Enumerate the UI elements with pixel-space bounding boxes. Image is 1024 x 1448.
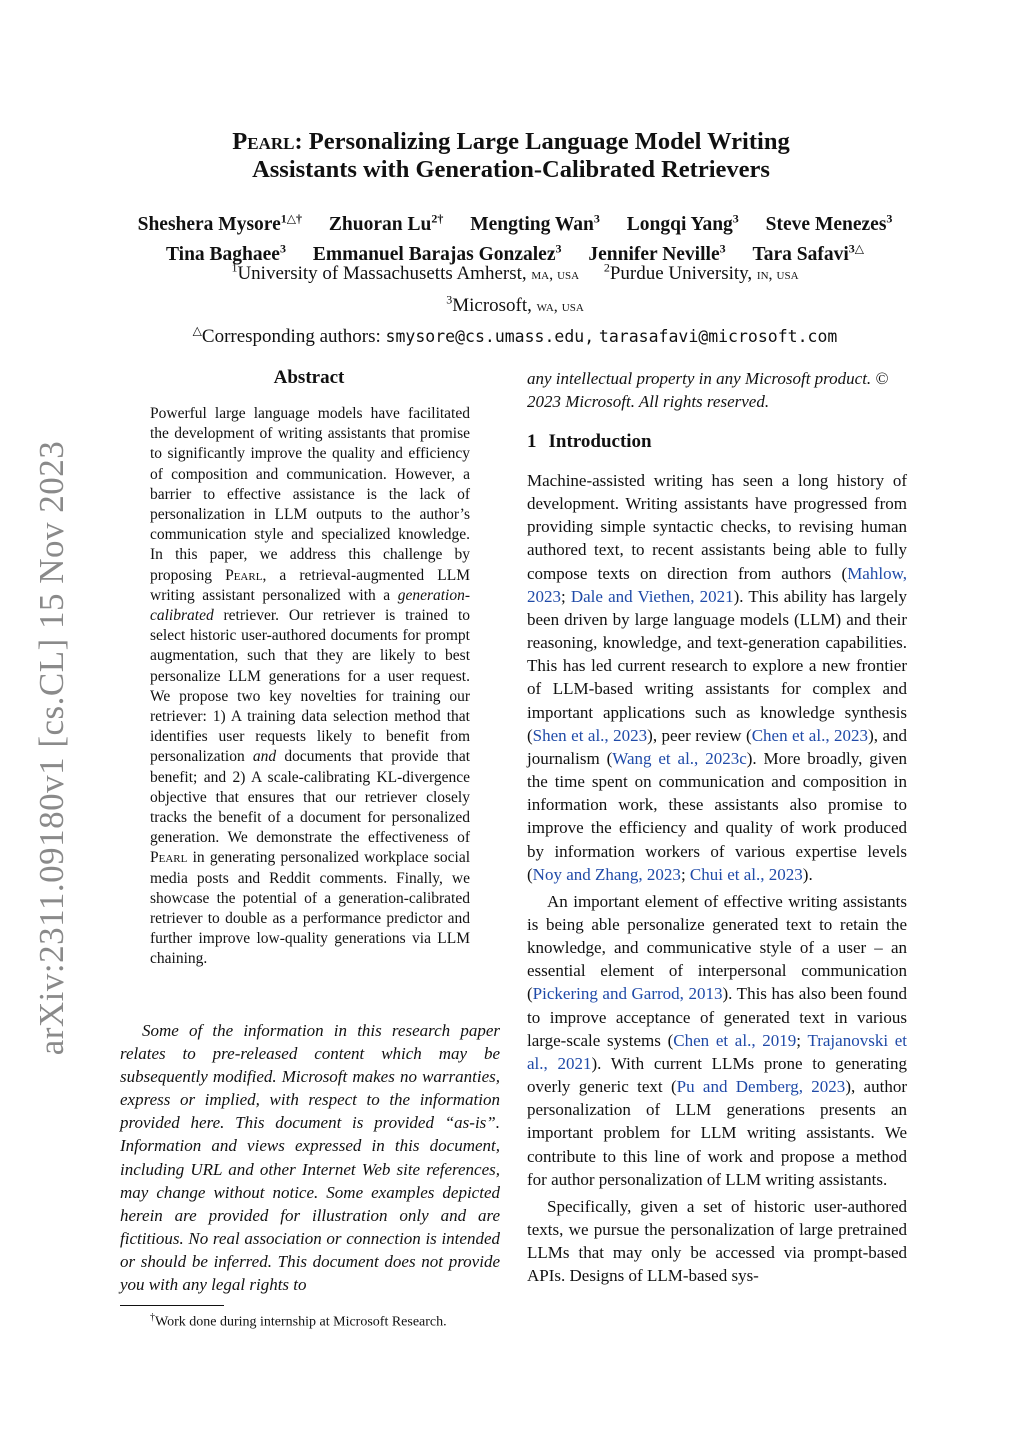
title-line1: : Personalizing Large Language Model Writing — [294, 128, 790, 155]
arxiv-id: arXiv:2311.09180v1 [cs.CL] 15 Nov 2023 — [32, 440, 71, 1056]
citation-link[interactable]: Dale and Viethen, 2021 — [570, 586, 734, 606]
author: Sheshera Mysore$^{1\triangle\dagger}$ — [137, 211, 302, 235]
section-heading: 1 Introduction — [527, 431, 652, 452]
citation-link[interactable]: Shen et al., 2023 — [532, 725, 648, 745]
footnote-rule — [120, 1305, 224, 1306]
paragraph: An important element of effective writing assistants is being able personalize generated text to retain the knowledge, and communicative style of a user – an essential element of interpersonal communication (Pickering and Garrod, 2013). This has also been found to improve acceptance of generated text in various large-scale systems (Chen et al., 2019; Trajanovski et al., 2021). With current LLMs prone to generating overly generic text (Pu and Demberg, 2023), author personalization of LLM generations presents an important problem for LLM writing assistants. We contribute to this line of work and propose a method for author personalization of LLM writing assistants. — [527, 891, 908, 1189]
author: Tina Baghaee$^3$ — [166, 241, 286, 265]
citation-link[interactable]: Chui et al., 2023 — [689, 864, 803, 884]
author: Zhuoran $Lu^{2\dagger}$ — [328, 211, 444, 235]
introduction-body — [527, 469, 907, 1291]
author: Tara Safavi$^{3\triangle}$ — [752, 241, 864, 265]
author: Jennifer Neville$^3$ — [588, 241, 726, 265]
abstract-heading: Abstract — [273, 367, 345, 388]
affiliations — [100, 256, 930, 349]
disclaimer-left: Some of the information in this research paper relates to pre-released content which may be subsequently modified. Microsoft makes no warranties, express or implied, with respect to the information provided here. This document is provided “as-is”. Information and views expressed in this document, including URL and other Internet Web site references, may change without notice. Some examples depicted herein are provided for illustration only and are fictitious. No real association or connection is intended or should be inferred. This document does not provide you with any legal rights to — [120, 1021, 500, 1295]
citation-link[interactable]: Wang et al., 2023c — [612, 748, 747, 768]
affiliation: $^2$Purdue University, in, usa — [603, 261, 799, 285]
citation-link[interactable]: Pickering and Garrod, 2013 — [532, 984, 723, 1004]
citation-link[interactable]: Chen et al., 2019 — [673, 1030, 797, 1050]
citation-link[interactable]: Noy and Zhang, 2023 — [532, 864, 681, 884]
paper-title — [130, 128, 892, 184]
abstract-body: Powerful large language models have facilitated the development of writing assistants that promise to significantly improve the quality and efficiency of composition and communication. However, a barrier to effective assistance is the lack of personalization in LLM outputs to the author’s communication style and specialized knowledge. In this paper, we address this challenge by proposing Pearl, a retrieval-augmented LLM writing assistant personalized with a generation-calibrated retriever. Our retriever is trained to select historic user-authored documents for prompt augmentation, such that they are likely to best personalize LLM generations for a user request. We propose two key novelties for training our retriever: 1) A training data selection method that identifies user requests likely to benefit from personalization and documents that provide that benefit; and 2) A scale-calibrating KL-divergence objective that ensures that our retriever closely tracks the benefit of a document for personalized generation. We demonstrate the effectiveness of Pearl in generating personalized workplace social media posts and Reddit comments. Finally, we showcase the potential of a generation-calibrated retriever to double as a performance predictor and further improve low-quality generations via LLM chaining. — [150, 405, 471, 968]
arxiv-stamp — [20, 440, 84, 1056]
disclaimer-right: any intellectual property in any Microsoft product. © 2023 Microsoft. All rights reserved. — [527, 369, 889, 412]
footnote: †Work done during internship at Microsoft Research. — [150, 1312, 447, 1330]
title-line2: Assistants with Generation-Calibrated Retrievers — [252, 156, 770, 183]
title-pearl: Pearl — [232, 128, 295, 155]
citation-link[interactable]: Mahlow, 2023 — [527, 563, 907, 606]
paragraph: Machine-assisted writing has seen a long history of development. Writing assistants have progressed from providing simple syntactic checks, to revising human authored text, to recent assistants being able to fully compose texts on direction from authors (Mahlow, 2023; Dale and Viethen, 2021). This ability has largely been driven by large language models (LLM) and their reasoning, knowledge, and text-generation capabilities. This has led current research to explore a new frontier of LLM-based writing assistants for complex and important applications such as knowledge synthesis (Shen et al., 2023), peer review (Chen et al., 2023), and journalism (Wang et al., 2023c). More broadly, given the time spent on communication and composition in information work, these assistants also promise to improve the efficiency and quality of work produced by information workers of various expertise levels (Noy and Zhang, 2023; Chui et al., 2023). — [527, 471, 908, 884]
author: Emmanuel Barajas Gonzalez$^3$ — [312, 241, 562, 265]
author: Mengting Wan$^3$ — [470, 211, 600, 235]
citation-link[interactable]: Chen et al., 2023 — [751, 725, 869, 745]
email-link[interactable]: smysore@cs.umass.edu, — [385, 326, 595, 346]
citation-link[interactable]: Trajanovski et al., 2021 — [527, 1030, 908, 1073]
email-link[interactable]: tarasafavi@microsoft.com — [598, 326, 838, 346]
citation-link[interactable]: Pu and Demberg, 2023 — [676, 1077, 846, 1097]
author: Longqi Yang$^3$ — [626, 211, 739, 235]
author: Steve Menezes$^3$ — [765, 211, 893, 235]
affiliation: $^3$Microsoft, wa, usa — [446, 292, 584, 316]
corresponding-authors: △Corresponding authors: smysore@cs.umass.edu, tarasafavi@microsoft.com — [192, 323, 838, 347]
paragraph: Specifically, given a set of historic user-authored texts, we pursue the personalization of large pretrained LLMs that may only be accessed via prompt-based APIs. Designs of LLM-based sys- — [527, 1196, 907, 1286]
affiliation: $^1$University of Massachusetts Amherst, ma, usa — [231, 261, 580, 285]
